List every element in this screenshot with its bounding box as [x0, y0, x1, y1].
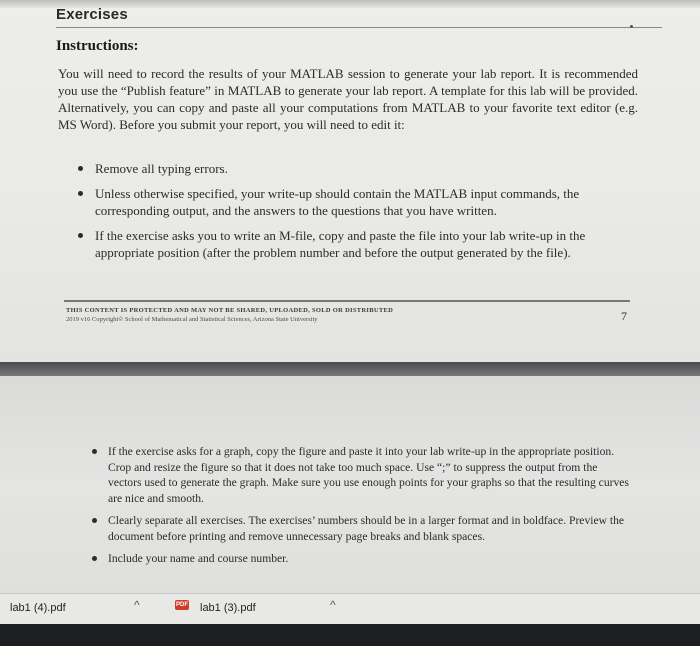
chevron-up-icon[interactable]: ^: [330, 598, 336, 612]
bullet-icon: [92, 449, 97, 454]
download-item-lab1-3[interactable]: lab1 (3).pdf: [200, 602, 256, 614]
list-item-text: If the exercise asks for a graph, copy the figure and paste it into your lab write-up in the appropriate position. Crop and resize the figure so that it does not take too much space. Use “;” to suppress the output from the vectors used to generate the graph. Make sure you use enough points for your graphs so that the resulting curves are nice and smooth.: [108, 445, 629, 505]
page-number: 7: [621, 309, 627, 323]
list-item-text: If the exercise asks you to write an M-file, copy and paste the file into your lab write-up in the appropriate position (after the problem number and before the output generated by the file).: [95, 228, 586, 260]
list-item-text: Unless otherwise specified, your write-up should contain the MATLAB input commands, the corresponding output, and the answers to the questions that you have written.: [95, 186, 580, 218]
download-bar: [0, 593, 700, 624]
section-heading: Exercises: [56, 6, 128, 23]
bullet-icon: [78, 166, 83, 171]
list-item: [78, 160, 633, 177]
copyright-line: 2019 v16 Copyright© School of Mathematical and Statistical Sciences, Arizona State University: [66, 316, 318, 323]
document-page-2: [0, 376, 700, 593]
chevron-up-icon[interactable]: ^: [134, 598, 140, 612]
list-item: [92, 551, 632, 567]
list-item-text: Include your name and course number.: [108, 552, 289, 565]
header-rule: [56, 27, 662, 28]
instructions-list-continued: [92, 444, 632, 574]
list-item: [78, 185, 633, 219]
header-dot: [630, 25, 633, 28]
bullet-icon: [78, 233, 83, 238]
copyright-notice: THIS CONTENT IS PROTECTED AND MAY NOT BE SHARED, UPLOADED, SOLD OR DISTRIBUTED: [66, 307, 394, 314]
page-gap: [0, 362, 700, 376]
footer-rule: [64, 300, 630, 302]
bullet-icon: [92, 518, 97, 523]
list-item-text: Clearly separate all exercises. The exercises’ numbers should be in a larger format and in boldface. Preview the document before printing and remove unnecessary page breaks and blank spaces.: [108, 514, 625, 543]
screen-bottom-edge: [0, 624, 700, 646]
list-item: [92, 444, 632, 506]
bullet-icon: [78, 191, 83, 196]
instructions-paragraph: You will need to record the results of your MATLAB session to generate your lab report. It is recommended you use the “Publish feature” in MATLAB to generate your lab report. A template for this lab will be provided. Alternatively, you can copy and paste all your computations from MATLAB to your favorite text editor (e.g. MS Word). Before you submit your report, you will need to edit it:: [58, 66, 638, 132]
pdf-icon: PDF: [176, 602, 188, 608]
instructions-title: Instructions:: [56, 38, 139, 54]
bullet-icon: [92, 556, 97, 561]
list-item-text: Remove all typing errors.: [95, 161, 228, 176]
instructions-list: [78, 160, 633, 269]
list-item: [78, 227, 633, 261]
download-item-lab1-4[interactable]: lab1 (4).pdf: [10, 602, 66, 614]
list-item: [92, 513, 632, 544]
